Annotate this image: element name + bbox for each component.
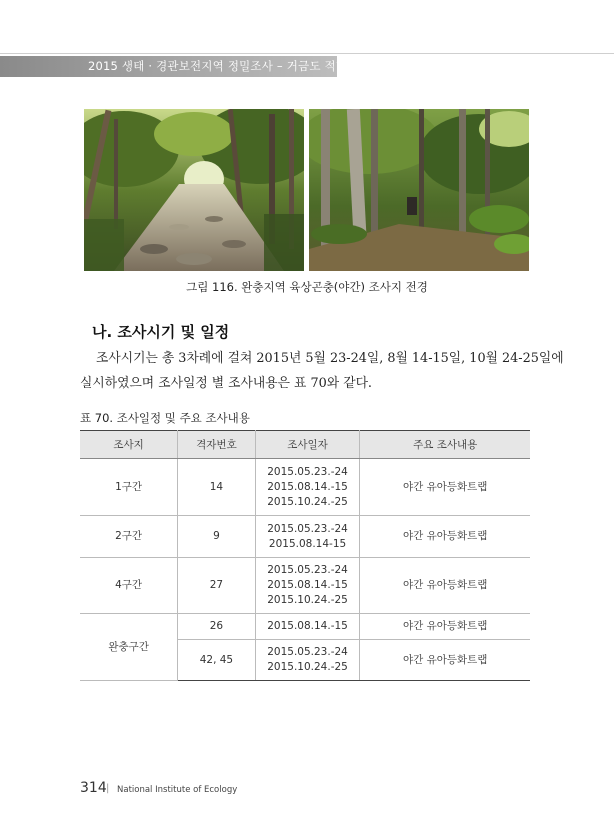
- cell-content: 야간 유아등화트랩: [360, 640, 530, 681]
- cell-grid: 14: [178, 459, 255, 516]
- date-line: 2015.10.24.-25: [267, 495, 348, 508]
- body-paragraph-line-1: 조사시기는 총 3차례에 걸쳐 2015년 5월 23-24일, 8월 14-15일, 10월 24-25일에: [96, 351, 564, 366]
- table-row: [80, 614, 530, 640]
- table-title: 표 70. 조사일정 및 주요 조사내용: [80, 411, 250, 425]
- cell-content: 야간 유아등화트랩: [360, 614, 530, 640]
- cell-dates: [255, 459, 360, 516]
- cell-content: 야간 유아등화트랩: [360, 516, 530, 558]
- cell-site: 4구간: [80, 558, 178, 614]
- header-dates: 조사일자: [255, 431, 360, 459]
- header-rule: [0, 53, 614, 54]
- date-line: 2015.05.23.-24: [267, 646, 348, 658]
- section-title: 나. 조사시기 및 일정: [92, 323, 230, 341]
- forest-slope-photo: [309, 109, 529, 271]
- cell-content: 야간 유아등화트랩: [360, 558, 530, 614]
- cell-site: 2구간: [80, 516, 178, 558]
- date-line: 2015.10.24.-25: [267, 661, 348, 673]
- date-line: 2015.08.14.-15: [267, 579, 348, 591]
- date-line: 2015.05.23.-24: [267, 465, 348, 478]
- cell-site: 완충구간: [80, 614, 178, 681]
- body-paragraph-line-2: 실시하였으며 조사일정 별 조사내용은 표 70와 같다.: [80, 376, 372, 391]
- cell-grid: 26: [178, 614, 255, 640]
- date-line: 2015.10.24.-25: [267, 594, 348, 606]
- cell-content: 야간 유아등화트랩: [360, 459, 530, 516]
- cell-grid: 42, 45: [178, 640, 255, 681]
- header-content: 주요 조사내용: [360, 431, 530, 459]
- figure-caption: 그림 116. 완충지역 육상곤충(야간) 조사지 전경: [186, 280, 428, 294]
- date-line: 2015.08.14.-15: [267, 620, 348, 632]
- date-line: 2015.05.23.-24: [267, 564, 348, 576]
- cell-site: 1구간: [80, 459, 178, 516]
- forest-trail-photo: [84, 109, 304, 271]
- date-line: 2015.08.14-15: [268, 537, 347, 550]
- header-grid: 격자번호: [178, 431, 255, 459]
- page-number: 314: [80, 780, 107, 796]
- cell-dates: [255, 640, 360, 681]
- date-line: 2015.05.23.-24: [267, 522, 348, 535]
- table-row: [80, 558, 530, 614]
- cell-grid: 9: [178, 516, 255, 558]
- cell-dates: [255, 516, 360, 558]
- running-header-title: 2015 생태 · 경관보전지역 정밀조사 – 거금도 적대봉: [88, 59, 359, 73]
- table-row: [80, 516, 530, 558]
- header-site: 조사지: [80, 431, 178, 459]
- cell-grid: 27: [178, 558, 255, 614]
- date-line: 2015.08.14.-15: [267, 480, 348, 493]
- table-header-row: [80, 431, 530, 459]
- cell-dates: [255, 558, 360, 614]
- cell-dates: [255, 614, 360, 640]
- table-row: [80, 459, 530, 516]
- footer-organization: National Institute of Ecology: [117, 785, 238, 795]
- schedule-table: [80, 430, 530, 681]
- footer-separator: |: [106, 783, 110, 794]
